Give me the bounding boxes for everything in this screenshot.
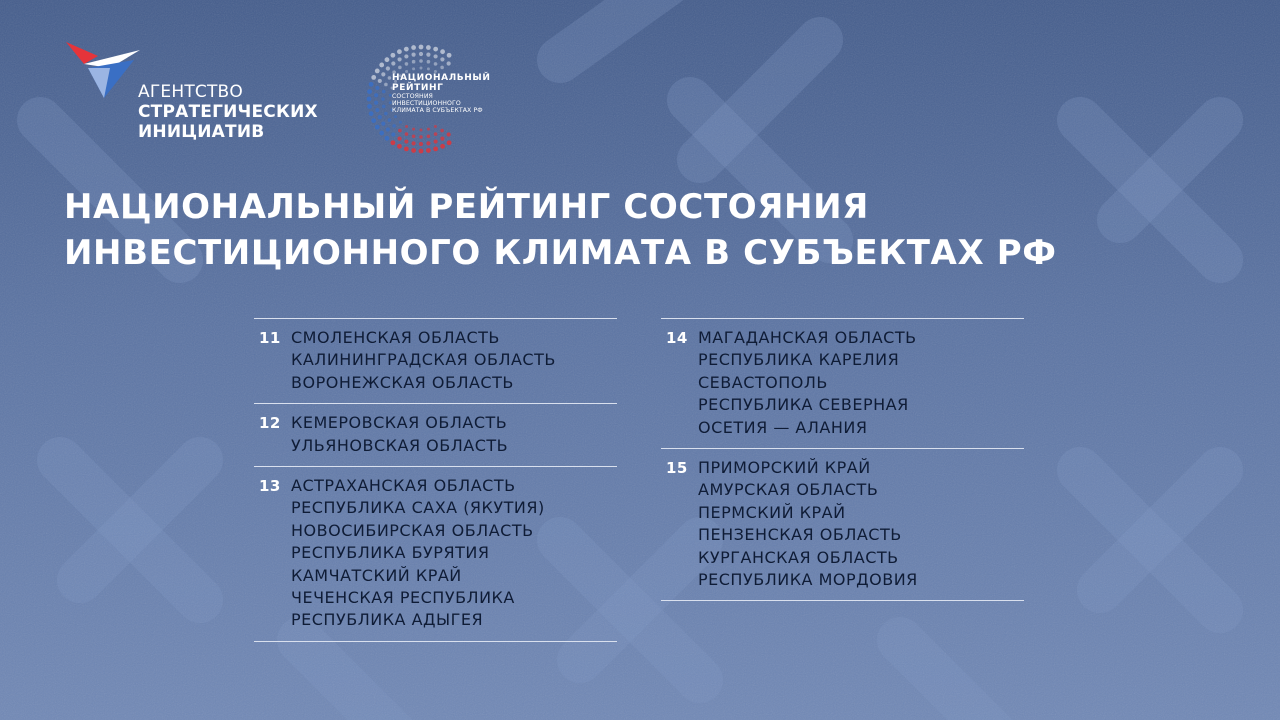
- rating-logo-dot: [385, 57, 390, 62]
- region-name: ЧЕЧЕНСКАЯ РЕСПУБЛИКА: [291, 588, 515, 608]
- rating-logo-dot: [397, 49, 402, 54]
- rating-logo-dot: [427, 134, 431, 138]
- region-name: АМУРСКАЯ ОБЛАСТЬ: [698, 480, 879, 500]
- rating-logo-dot: [367, 89, 372, 94]
- rating-logo-line-2: РЕЙТИНГ: [392, 83, 444, 93]
- rating-logo-dot: [419, 45, 424, 50]
- rating-logo-dot: [397, 136, 401, 140]
- rating-logo-dot: [375, 108, 379, 112]
- rank-group: [254, 318, 617, 403]
- rating-logo-dot: [375, 68, 380, 73]
- rating-logo-dot: [427, 128, 430, 131]
- rank-number: 13: [259, 477, 281, 496]
- rating-logo-dot: [369, 111, 374, 116]
- rank-group: [661, 318, 1024, 448]
- ranking-column-right: [661, 318, 1024, 601]
- rating-logo-dot: [397, 57, 401, 61]
- rating-logo-dot: [371, 118, 376, 123]
- rating-logo-dot: [405, 125, 408, 128]
- region-name: ОСЕТИЯ — АЛАНИЯ: [698, 417, 868, 437]
- rating-logo-dot: [411, 45, 416, 50]
- agency-name: [138, 82, 318, 142]
- rating-logo-dot: [434, 62, 438, 66]
- rating-logo-dot: [378, 79, 382, 83]
- region-name: РЕСПУБЛИКА АДЫГЕЯ: [291, 610, 484, 630]
- rating-logo-dot: [447, 61, 451, 65]
- region-name: КЕМЕРОВСКАЯ ОБЛАСТЬ: [291, 413, 508, 433]
- rating-logo-dot: [379, 131, 384, 136]
- rating-logo-dot: [447, 140, 452, 145]
- rating-logo-dot: [411, 148, 416, 153]
- rating-logo-text: [392, 73, 490, 114]
- agency-logo: [64, 38, 324, 148]
- page-title-line-2: ИНВЕСТИЦИОННОГО КЛИМАТА В СУБЪЕКТАХ РФ: [64, 233, 1057, 273]
- rating-logo-dot: [385, 136, 390, 141]
- rating-logo-dot: [374, 93, 378, 97]
- rating-logo-dot: [419, 142, 423, 146]
- rating-logo-line-4: ИНВЕСТИЦИОННОГО: [392, 100, 461, 107]
- rating-logo-dot: [420, 129, 423, 132]
- rating-logo-dot: [419, 52, 423, 56]
- rating-logo-dot: [440, 49, 445, 54]
- rating-logo-dot: [379, 63, 384, 68]
- region-name: СМОЛЕНСКАЯ ОБЛАСТЬ: [291, 328, 500, 347]
- region-name: МАГАДАНСКАЯ ОБЛАСТЬ: [698, 328, 917, 347]
- rating-logo-dot: [440, 144, 445, 149]
- rating-logo-dot: [404, 47, 409, 52]
- rank-number: 15: [666, 459, 688, 478]
- rating-logo-dot: [434, 54, 438, 58]
- rating-logo-dot: [388, 118, 392, 122]
- rating-logo-dot: [404, 146, 409, 151]
- rank-group: [661, 448, 1024, 601]
- rating-logo-dot: [388, 76, 392, 80]
- rating-logo-dot: [381, 97, 385, 101]
- rating-logo-dot: [426, 45, 431, 50]
- region-name: ПЕНЗЕНСКАЯ ОБЛАСТЬ: [698, 525, 902, 545]
- rating-logo-dot: [447, 132, 451, 136]
- region-list: [698, 457, 918, 591]
- rank-number: 12: [259, 414, 281, 433]
- rating-logo-dot: [434, 139, 438, 143]
- rating-logo-dot: [426, 148, 431, 153]
- rating-logo-dot: [447, 53, 452, 58]
- rating-logo-dot: [386, 127, 390, 131]
- rating-logo-dot: [433, 47, 438, 52]
- region-name: УЛЬЯНОВСКАЯ ОБЛАСТЬ: [291, 435, 509, 455]
- rating-logo-dot: [398, 129, 402, 133]
- rating-logo-dot: [427, 67, 430, 70]
- agency-name-line-3: ИНИЦИАТИВ: [138, 122, 265, 142]
- region-name: ВОРОНЕЖСКАЯ ОБЛАСТЬ: [291, 372, 514, 392]
- region-name: СЕВАСТОПОЛЬ: [698, 372, 828, 392]
- rating-logo-dot: [375, 86, 379, 90]
- region-list: [291, 327, 556, 394]
- rating-logo-dot: [381, 122, 385, 126]
- region-name: АСТРАХАНСКАЯ ОБЛАСТЬ: [291, 476, 516, 496]
- rating-logo-dot: [411, 141, 415, 145]
- rating-logo-dot: [384, 112, 388, 116]
- rating-logo-dot: [369, 82, 374, 87]
- rating-logo-dot: [412, 128, 415, 131]
- rating-logo-dot: [440, 129, 444, 133]
- page-title: [64, 184, 1064, 276]
- rank-group: [254, 403, 617, 466]
- rating-logo-dot: [367, 97, 372, 102]
- rating-logo-dot: [390, 140, 395, 145]
- rating-logo-dot: [419, 149, 424, 154]
- region-list: [698, 327, 917, 439]
- rating-logo-dot: [405, 132, 409, 136]
- rating-logo-dot: [426, 53, 430, 57]
- rating-logo-dot: [382, 105, 386, 109]
- rating-logo-dot: [427, 60, 431, 64]
- ranking-column-left: [254, 318, 617, 642]
- rank-group: [254, 466, 617, 642]
- rating-logo: [362, 40, 502, 158]
- region-name: КАЛИНИНГРАДСКАЯ ОБЛАСТЬ: [291, 350, 556, 370]
- rating-logo-dot: [391, 132, 395, 136]
- rating-logo-dot: [384, 83, 388, 87]
- rating-logo-dot: [412, 60, 416, 64]
- rating-logo-dot: [371, 75, 376, 80]
- region-list: [291, 412, 508, 457]
- region-name: ПРИМОРСКИЙ КРАЙ: [698, 458, 871, 478]
- rating-logo-dot: [382, 90, 386, 94]
- rank-number: 14: [666, 329, 688, 347]
- rating-logo-dot: [426, 141, 430, 145]
- rating-logo-dot: [434, 132, 438, 136]
- rating-logo-dot: [412, 67, 415, 70]
- rating-logo-dot: [399, 121, 402, 124]
- region-name: НОВОСИБИРСКАЯ ОБЛАСТЬ: [291, 520, 534, 540]
- page-title-line-1: НАЦИОНАЛЬНЫЙ РЕЙТИНГ СОСТОЯНИЯ: [64, 187, 869, 227]
- rating-logo-dot: [440, 57, 444, 61]
- rating-logo-dot: [404, 139, 408, 143]
- rating-logo-dot: [392, 124, 396, 128]
- rating-logo-dot: [419, 59, 423, 63]
- region-name: РЕСПУБЛИКА КАРЕЛИЯ: [698, 350, 900, 370]
- rating-logo-dot: [398, 66, 402, 70]
- rating-logo-dot: [394, 115, 397, 118]
- rating-logo-dot: [367, 104, 372, 109]
- region-name: РЕСПУБЛИКА БУРЯТИЯ: [291, 543, 490, 563]
- region-name: РЕСПУБЛИКА САХА (ЯКУТИЯ): [291, 498, 545, 518]
- rating-logo-dot: [420, 67, 423, 70]
- rating-logo-dot: [405, 62, 409, 66]
- rating-logo-dot: [390, 53, 395, 58]
- rating-logo-line-1: НАЦИОНАЛЬНЫЙ: [392, 73, 491, 83]
- rating-logo-dot: [411, 53, 415, 57]
- rating-logo-dot: [374, 101, 378, 105]
- rating-logo-dot: [433, 146, 438, 151]
- agency-name-line-1: АГЕНТСТВО: [138, 82, 244, 102]
- rating-logo-dot: [440, 136, 444, 140]
- rating-logo-dot: [404, 54, 408, 58]
- rating-logo-dot: [391, 61, 395, 65]
- rating-logo-dot: [397, 144, 402, 149]
- region-name: РЕСПУБЛИКА СЕВЕРНАЯ: [698, 395, 909, 415]
- rating-logo-dot: [434, 125, 437, 128]
- rating-logo-dot: [378, 115, 382, 119]
- region-name: ПЕРМСКИЙ КРАЙ: [698, 502, 846, 522]
- agency-name-line-2: СТРАТЕГИЧЕСКИХ: [138, 102, 318, 122]
- region-list: [291, 475, 545, 632]
- rating-logo-line-3: СОСТОЯНИЯ: [392, 93, 433, 100]
- rank-number: 11: [259, 329, 281, 347]
- rating-logo-dot: [375, 125, 380, 130]
- rating-logo-dot: [419, 135, 423, 139]
- rating-logo-dot: [412, 134, 416, 138]
- region-name: РЕСПУБЛИКА МОРДОВИЯ: [698, 570, 918, 590]
- region-name: КАМЧАТСКИЙ КРАЙ: [291, 565, 462, 585]
- rating-logo-line-5: КЛИМАТА В СУБЪЕКТАХ РФ: [392, 107, 483, 114]
- rating-logo-dot: [381, 72, 385, 76]
- rating-logo-dot: [440, 66, 444, 70]
- agency-logo-mark: [64, 38, 144, 98]
- rating-logo-dot: [386, 66, 390, 70]
- region-name: КУРГАНСКАЯ ОБЛАСТЬ: [698, 547, 899, 567]
